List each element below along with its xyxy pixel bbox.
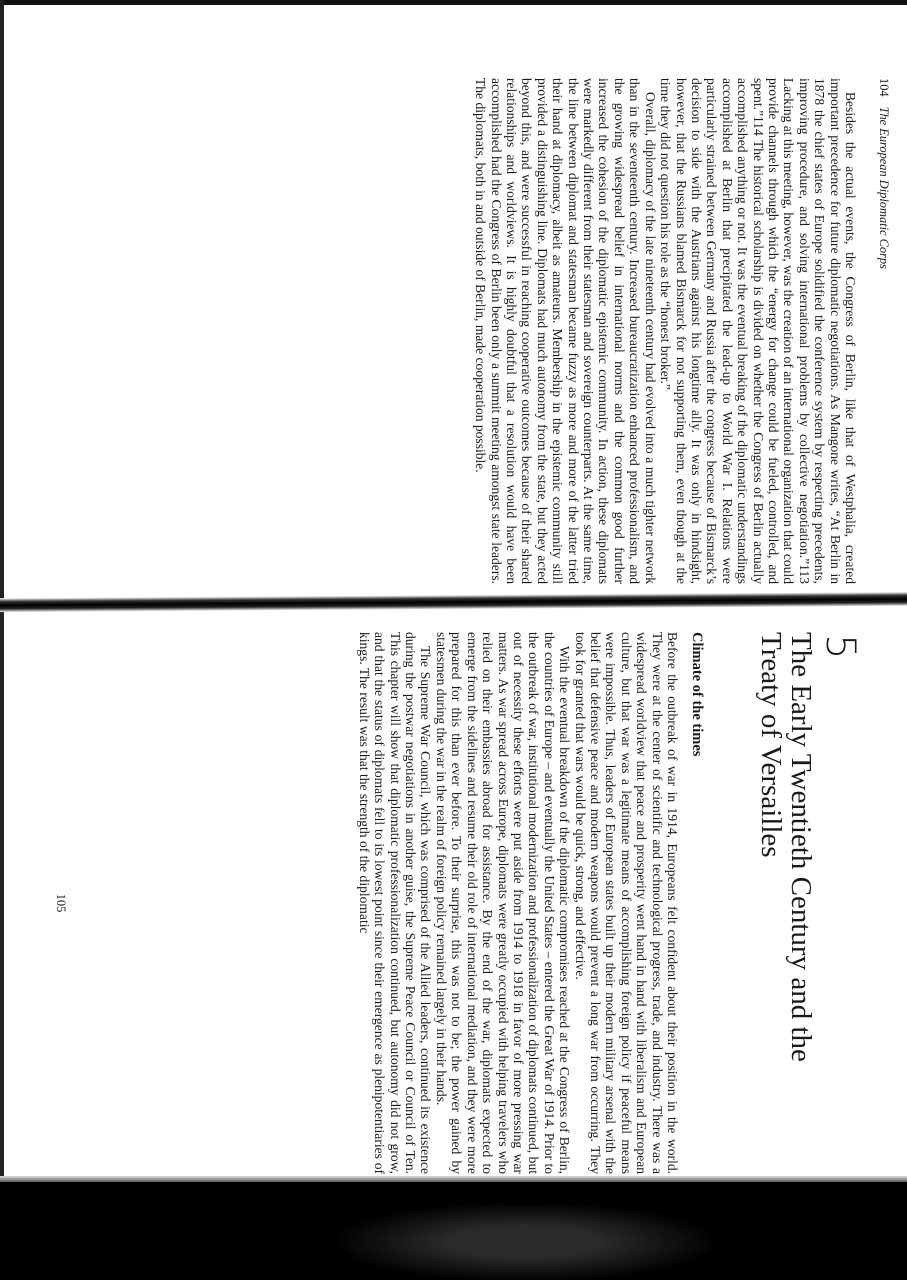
body-text xyxy=(473,78,858,584)
paragraph: Before the outbreak of war in 1914, Europeans felt confident about their position in the world. They were at the center of scientific and technological progress, trade, and industry. There was a widespread worldview that peace and prosperity went hand in hand with liberalism and European culture, but that war was a legitimate means of accomplishing foreign policy if peaceful means were impossible. Thus, leaders of European states built up their modern military arsenal with the belief that defensive peace and modern weapons would prevent a long war from occurring. They took for granted that wars would be quick, strong, and effective. xyxy=(572,632,680,1174)
section-heading: Climate of the times xyxy=(689,632,705,757)
page-104 xyxy=(312,78,892,584)
scanner-glare xyxy=(340,1204,710,1280)
scan-top-edge xyxy=(0,0,907,5)
page-105 xyxy=(54,632,863,1174)
body-text xyxy=(356,632,680,1174)
chapter-title-line: The Early Twentieth Century and the xyxy=(785,632,817,1062)
paragraph: With the eventual breakdown of the diplomatic compromises reached at the Congress of Berlin, the countries of Europe – and eventually the United States – entered the Great War of 1914. Prior to the outbreak of war, institutional modernization and professionalization of diplomats continued, but out of necessity these efforts were put aside from 1914 to 1918 in favor of more pressing war matters. As war spread across Europe, diplomats were greatly occupied with helping travelers who relied on their embassies abroad for assistance. By the end of the war, diplomats expected to emerge from the sidelines and resume their old role of international mediation, and they were more prepared for this than ever before. To their surprise, this was not to be; the power gained by statesmen during the war in the realm of foreign policy remained largely in their hands. xyxy=(433,632,573,1174)
scan-bottom-band xyxy=(0,1182,907,1280)
chapter-title xyxy=(756,632,816,1174)
paragraph: Overall, diplomacy of the late nineteenth century had evolved into a much tighter network than in the seventeenth century. Increased bureaucratization enhanced professionalism, and the growing widespread belief in international norms and the common good further increased the cohesion of the diplomatic epistemic community. In action, these diplomats were markedly different from their statesman and sovereign counterparts. At the same time, the line between diplomat and statesman became fuzzy as more and more of the latter tried their hand at diplomacy, albeit as amateurs. Membership in the epistemic community still provided a distinguishing line. Diplomats had much autonomy from the state, but they acted beyond this, and were successful in reaching cooperative outcomes because of their shared relationships and worldviews. It is highly doubtful that a resolution would have been accomplished had the Congress of Berlin been only a summit meeting amongst state leaders. The diplomats, both in and outside of Berlin, made cooperation possible. xyxy=(473,78,658,584)
book-spine-gutter xyxy=(0,592,907,612)
paragraph: Besides the actual events, the Congress of Berlin, like that of Westphalia, created important precedence for future diplomatic negotiations. As Mangone writes, “At Berlin in 1878 the chief states of Europe solidified the conference system by respecting precedents, improving procedure, and solving international problems by collective negotiation.”113 Lacking at this meeting, however, was the creation of an international organization that could provide channels through which the “energy for change could be fueled, controlled, and spent.”114 The historical scholarship is divided on whether the Congress of Berlin actually accomplished anything or not. It was the eventual breaking of the diplomatic understandings accomplished at Berlin that precipitated the lead-up to World War I. Relations were particularly strained between Germany and Russia after the congress because of Bismarck’s decision to side with the Austrians against his longtime ally. It was only in hindsight, however, that the Russians blamed Bismarck for not supporting them, even though at the time they did not question his role as the “honest broker.” xyxy=(658,78,858,584)
chapter-title-line: Treaty of Versailles xyxy=(755,632,787,858)
scan-left-edge xyxy=(0,0,4,1280)
chapter-number: 5 xyxy=(817,634,863,660)
page-number: 104 xyxy=(877,78,891,97)
running-head xyxy=(876,78,892,584)
running-head-title: The European Diplomatic Corps xyxy=(877,106,891,269)
page-number: 105 xyxy=(54,893,68,913)
paragraph: The Supreme War Council, which was comprised of the Allied leaders, continued its existence during the postwar negotiations in another guise, the Supreme Peace Council or Council of Ten. This chapter will show that diplomatic professionalization continued, but autonomy did not grow, and that the status of diplomats fell to its lowest point since their emergence as plenipotentiaries of kings. The result was that the strength of the diplomatic xyxy=(356,632,434,1174)
